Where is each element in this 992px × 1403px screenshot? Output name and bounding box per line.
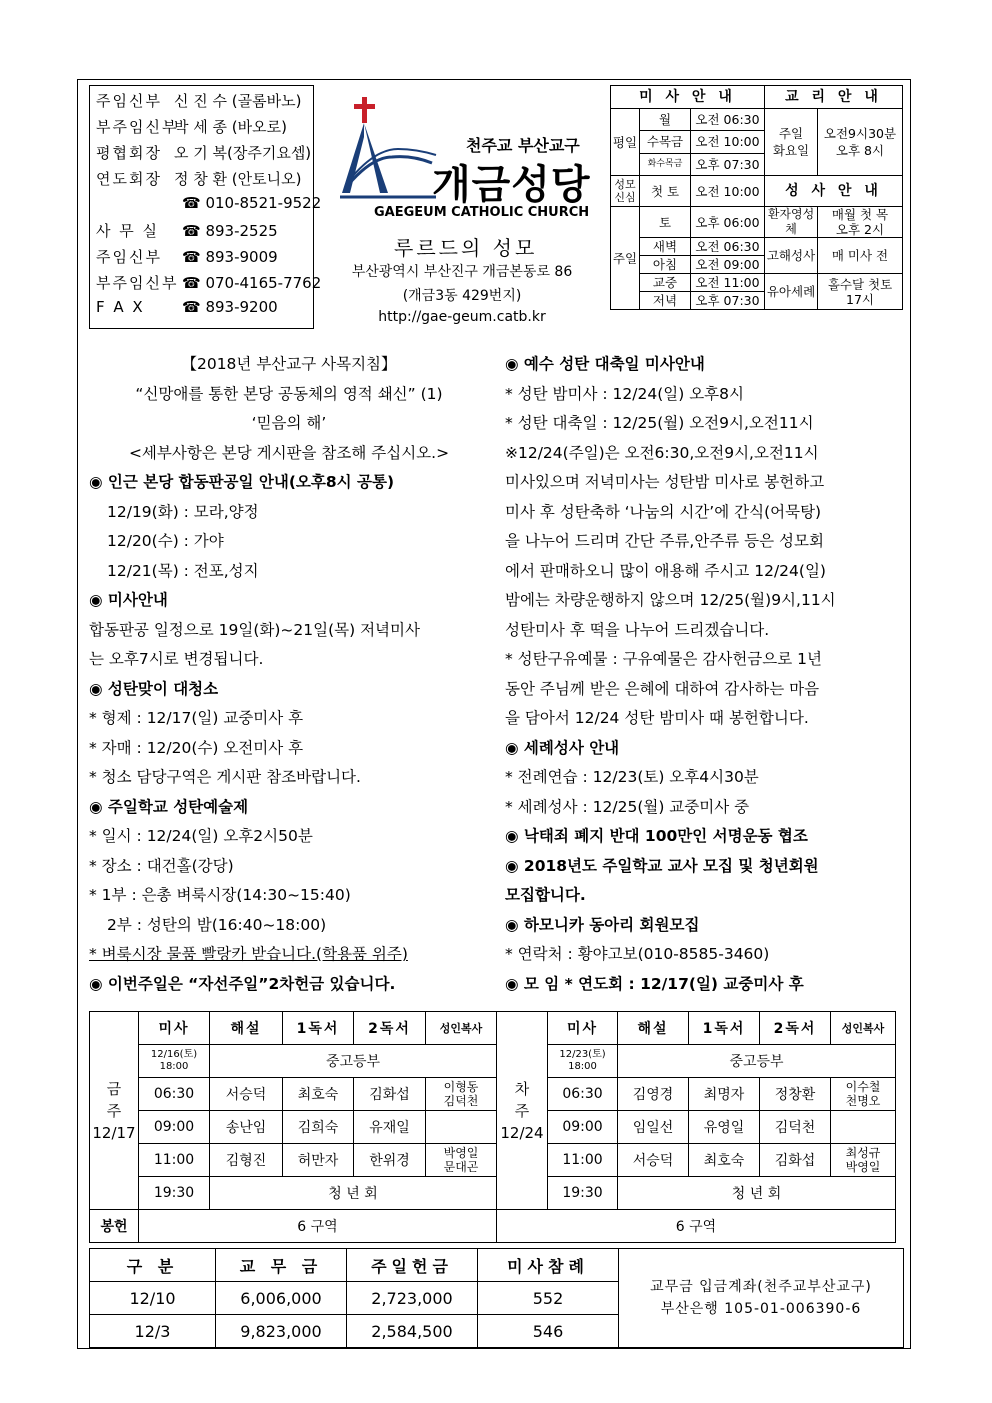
notice-heading: ◉ 하모니카 동아리 회원모집 [505, 915, 700, 934]
notice-line: * 형제 : 12/17(일) 교중미사 후 [89, 709, 304, 727]
commentator: 김형진 [210, 1144, 283, 1177]
notice-line: 을 담아서 12/24 성탄 밤미사 때 봉헌합니다. [505, 709, 809, 727]
staff-line [96, 116, 287, 137]
notice-line: * 1부 : 은총 벼룩시장(14:30~15:40) [89, 886, 351, 904]
offering-next-week: 6 구역 [497, 1210, 896, 1243]
staff-role: 연도회장 [96, 170, 162, 188]
weekday-time: 오전 10:00 [691, 131, 765, 153]
finance-attendance: 546 [478, 1315, 619, 1348]
church-name: 개금성당 [432, 162, 591, 208]
notice-line: * 성탄 대축일 : 12/25(월) 오전9시,오전11시 [505, 414, 814, 432]
staff-name: 오 기 복(장주기요셉) [174, 144, 312, 162]
notice-line: “신망애를 통한 본당 공동체의 영적 쇄신” (1) [135, 384, 443, 403]
notice-line: 성탄미사 후 떡을 나누어 드리겠습니다. [505, 620, 770, 639]
contact-line [96, 194, 321, 212]
first-sat-label: 성모신심 [611, 176, 640, 207]
evening-mass-group: 청 년 회 [210, 1177, 497, 1210]
notice-line: * 성탄 밤미사 : 12/24(일) 오후8시 [505, 384, 744, 403]
col-header: 해설 [618, 1012, 689, 1045]
finance-header: 교 무 금 [216, 1249, 347, 1282]
notice-line: 2부 : 성탄의 밤(16:40~18:00) [107, 915, 327, 934]
offering-label: 봉헌 [90, 1210, 139, 1243]
mass-time: 06:30 [548, 1078, 618, 1111]
second-reader: 김화섭 [760, 1144, 831, 1177]
notice-heading: ◉ 인근 본당 합동판공일 안내(오후8시 공통) [89, 473, 395, 491]
notice-line: 에서 판매하오니 많이 애용해 주시고 12/24(일) [505, 561, 826, 580]
notice-line: * 연락처 : 황야고보(010-8585-3460) [505, 945, 770, 963]
notice-heading: ◉ 성탄맞이 대청소 [89, 679, 219, 698]
finance-header: 주일헌금 [347, 1249, 478, 1282]
first-reader: 허만자 [283, 1144, 354, 1177]
notice-line: 12/19(화) : 모라,양정 [107, 502, 259, 521]
finance-date: 12/3 [90, 1315, 216, 1348]
sacrament-time: 매 미사 전 [818, 238, 903, 274]
col-header: 성인복사 [426, 1012, 497, 1045]
sunday-mass-name: 새벽 [640, 238, 691, 256]
notice-heading: ◉ 예수 성탄 대축일 미사안내 [505, 355, 705, 373]
notice-line: * 자매 : 12/20(수) 오전미사 후 [89, 738, 304, 757]
notice-line: 12/21(목) : 전포,성지 [107, 561, 259, 580]
contact-line [96, 272, 321, 293]
commentator: 서승덕 [618, 1144, 689, 1177]
altar-servers: 박영일 문대곤 [426, 1144, 497, 1177]
contact-line [96, 220, 278, 241]
staff-role: 평협회장 [96, 144, 162, 162]
col-header: 1독서 [283, 1012, 354, 1045]
sunday-mass-name: 토 [640, 207, 691, 238]
mass-time: 09:00 [139, 1111, 210, 1144]
staff-name: 정 창 환 (안토니오) [174, 170, 302, 188]
sacrament-name: 유아세례 [765, 274, 818, 310]
notice-line: 미사 후 성탄축하 ‘나눔의 시간’에 간식(어묵탕) [505, 502, 822, 521]
notice-line: ‘믿음의 해’ [251, 414, 327, 432]
sunday-mass-name: 교중 [640, 274, 691, 292]
staff-name: 박 세 종 (바오로) [174, 118, 287, 136]
notice-line: 합동판공 일정으로 19일(화)~21일(목) 저녁미사 [89, 620, 420, 639]
notice-heading: ◉ 모 임 * 연도회 : 12/17(일) 교중미사 후 [505, 974, 804, 993]
second-reader: 유재일 [354, 1111, 426, 1144]
commentator: 서승덕 [210, 1078, 283, 1111]
altar-servers [831, 1111, 896, 1144]
offering-this-week: 6 구역 [139, 1210, 497, 1243]
notice-line: * 전례연습 : 12/23(토) 오후4시30분 [505, 768, 759, 786]
notice-line: * 세례성사 : 12/25(월) 교중미사 중 [505, 797, 750, 816]
altar-servers [426, 1111, 497, 1144]
weekday-day: 화수목금 [640, 153, 691, 175]
sunday-mass-time: 오전 09:00 [691, 256, 765, 274]
notice-heading: 모집합니다. [505, 886, 586, 904]
notice-heading: ◉ 주일학교 성탄예술제 [89, 797, 249, 816]
notice-line: ※12/24(주일)은 오전6:30,오전9시,오전11시 [505, 443, 819, 462]
sunday-mass-name: 아침 [640, 256, 691, 274]
col-header: 1독서 [689, 1012, 760, 1045]
diocese-name: 천주교 부산교구 [466, 136, 580, 155]
contact-label: 부주임신부 [96, 274, 179, 292]
evening-mass-group: 청 년 회 [618, 1177, 896, 1210]
first-sat-time: 오전 10:00 [691, 176, 765, 207]
staff-role: 부주임신부 [96, 118, 179, 136]
weekday-day: 월 [640, 109, 691, 131]
notice-line: * 일시 : 12/24(일) 오후2시50분 [89, 827, 313, 845]
col-header: 성인복사 [831, 1012, 896, 1045]
sacrament-time: 매월 첫 목 오후 2시 [818, 207, 903, 238]
mass-time: 09:00 [548, 1111, 618, 1144]
contact-line [96, 246, 278, 267]
notice-line: <세부사항은 본당 게시판을 참조해 주십시오.> [128, 443, 450, 462]
finance-date: 12/10 [90, 1282, 216, 1315]
sunday-mass-name: 저녁 [640, 292, 691, 310]
staff-name: 신 진 수 (골롬바노) [174, 92, 302, 110]
sunday-mass-time: 오전 11:00 [691, 274, 765, 292]
notice-line: * 청소 담당구역은 게시판 참조바랍니다. [89, 768, 361, 786]
first-reader: 유영일 [689, 1111, 760, 1144]
finance-tithe: 9,823,000 [216, 1315, 347, 1348]
col-header: 미사 [139, 1012, 210, 1045]
contact-number: ☎ 010-8521-9522 [182, 194, 322, 212]
contact-label: 주임신부 [96, 248, 162, 266]
catechism-day: 주일 화요일 [765, 109, 818, 176]
altar-servers: 이수철 천명오 [831, 1078, 896, 1111]
col-header: 미사 [548, 1012, 618, 1045]
altar-servers: 이형동 김덕천 [426, 1078, 497, 1111]
staff-line [96, 168, 301, 189]
notice-line: * 장소 : 대건홀(강당) [89, 856, 234, 875]
sacrament-name: 환자영성체 [765, 207, 818, 238]
second-reader: 정창환 [760, 1078, 831, 1111]
address-detail: (개금3동 429번지) [402, 288, 522, 304]
contact-number: ☎ 893-2525 [182, 222, 278, 240]
finance-offering: 2,723,000 [347, 1282, 478, 1315]
notice-heading: ◉ 미사안내 [89, 591, 168, 609]
altar-servers: 최성규 박영일 [831, 1144, 896, 1177]
contact-number: ☎ 893-9009 [182, 248, 278, 266]
notice-line: 미사있으며 저녁미사는 성탄밤 미사로 봉헌하고 [505, 473, 825, 491]
church-header [314, 85, 610, 329]
first-sat-day: 첫 토 [640, 176, 691, 207]
sat-mass-time: 12/16(토) 18:00 [139, 1045, 210, 1078]
finance-tithe: 6,006,000 [216, 1282, 347, 1315]
col-header: 2독서 [354, 1012, 426, 1045]
sacrament-time: 홀수달 첫토 17시 [818, 274, 903, 310]
sunday-label: 주일 [611, 207, 640, 310]
sunday-mass-time: 오후 07:30 [691, 292, 765, 310]
first-reader: 최호숙 [689, 1144, 760, 1177]
sunday-mass-time: 오후 06:00 [691, 207, 765, 238]
weekday-day: 수목금 [640, 131, 691, 153]
staff-role: 주임신부 [96, 92, 162, 110]
website-link[interactable]: http://gae-geum.catb.kr [378, 309, 546, 325]
notice-line: * 벼룩시장 물품 빨랑카 받습니다.(학용품 위주) [89, 945, 408, 963]
contact-number: ☎ 893-9200 [182, 298, 278, 316]
mass-time: 11:00 [548, 1144, 618, 1177]
col-header: 2독서 [760, 1012, 831, 1045]
commentator: 김영경 [618, 1078, 689, 1111]
church-name-en: GAEGEUM CATHOLIC CHURCH [374, 205, 590, 220]
church-logo [332, 97, 442, 207]
staff-line [96, 142, 311, 163]
liturgy-schedule-table [89, 1011, 896, 1243]
commentator: 임일선 [618, 1111, 689, 1144]
sat-mass-group: 중고등부 [210, 1045, 497, 1078]
mass-time: 11:00 [139, 1144, 210, 1177]
contact-label: 사 무 실 [96, 222, 160, 240]
bank-account-info: 교무금 입금계좌(천주교부산교구) 부산은행 105-01-006390-6 [619, 1249, 904, 1348]
notice-heading: ◉ 세례성사 안내 [505, 738, 620, 757]
finance-offering: 2,584,500 [347, 1315, 478, 1348]
address: 부산광역시 부산진구 개금본동로 86 [351, 264, 573, 280]
sat-mass-group: 중고등부 [618, 1045, 896, 1078]
evening-mass-time: 19:30 [548, 1177, 618, 1210]
mass-info-title: 미 사 안 내 [611, 86, 765, 109]
finance-header: 구 분 [90, 1249, 216, 1282]
sacrament-title: 성 사 안 내 [765, 176, 903, 207]
contact-label: F A X [96, 298, 145, 316]
notice-line: * 성탄구유예물 : 구유예물은 감사헌금으로 1년 [505, 650, 822, 668]
left-column-notices [89, 350, 489, 999]
commentator: 송난임 [210, 1111, 283, 1144]
staff-line [96, 90, 301, 111]
finance-attendance: 552 [478, 1282, 619, 1315]
finance-header: 미사참례 [478, 1249, 619, 1282]
first-reader: 김희숙 [283, 1111, 354, 1144]
contact-line [96, 298, 278, 316]
patron-saint: 루르드의 성모 [394, 236, 538, 260]
second-reader: 김화섭 [354, 1078, 426, 1111]
second-reader: 김덕천 [760, 1111, 831, 1144]
this-week-label: 금 주 12/17 [90, 1012, 139, 1210]
sunday-mass-time: 오전 06:30 [691, 238, 765, 256]
notice-heading: ◉ 이번주일은 “자선주일”2차헌금 있습니다. [89, 974, 396, 993]
weekday-time: 오후 07:30 [691, 153, 765, 175]
second-reader: 한위경 [354, 1144, 426, 1177]
notice-heading: ◉ 낙태죄 폐지 반대 100만인 서명운동 협조 [505, 827, 808, 845]
staff-box [89, 85, 322, 329]
col-header: 해설 [210, 1012, 283, 1045]
evening-mass-time: 19:30 [139, 1177, 210, 1210]
sat-mass-time: 12/23(토) 18:00 [548, 1045, 618, 1078]
notice-line: 동안 주님께 받은 은혜에 대하여 감사하는 마음 [505, 679, 820, 698]
right-column-notices [505, 350, 905, 999]
weekday-label: 평일 [611, 109, 640, 176]
notice-line: 밤에는 차량운행하지 않으며 12/25(월)9시,11시 [505, 591, 836, 609]
first-reader: 최호숙 [283, 1078, 354, 1111]
finance-table [89, 1248, 904, 1348]
weekday-time: 오전 06:30 [691, 109, 765, 131]
notice-line: 【2018년 부산교구 사목지침】 [181, 355, 397, 373]
first-reader: 최명자 [689, 1078, 760, 1111]
catechism-time: 오전9시30분 오후 8시 [818, 109, 903, 176]
catechism-title: 교 리 안 내 [765, 86, 903, 109]
next-week-label: 차 주 12/24 [497, 1012, 548, 1210]
contact-number: ☎ 070-4165-7762 [182, 274, 322, 292]
notice-line: 는 오후7시로 변경됩니다. [89, 650, 264, 668]
notice-heading: ◉ 2018년도 주일학교 교사 모집 및 청년회원 [505, 856, 819, 875]
mass-info-table [610, 85, 903, 310]
mass-time: 06:30 [139, 1078, 210, 1111]
notice-line: 12/20(수) : 가야 [107, 532, 224, 550]
notice-line: 을 나누어 드리며 간단 주류,안주류 등은 성모회 [505, 532, 824, 550]
sacrament-name: 고해성사 [765, 238, 818, 274]
